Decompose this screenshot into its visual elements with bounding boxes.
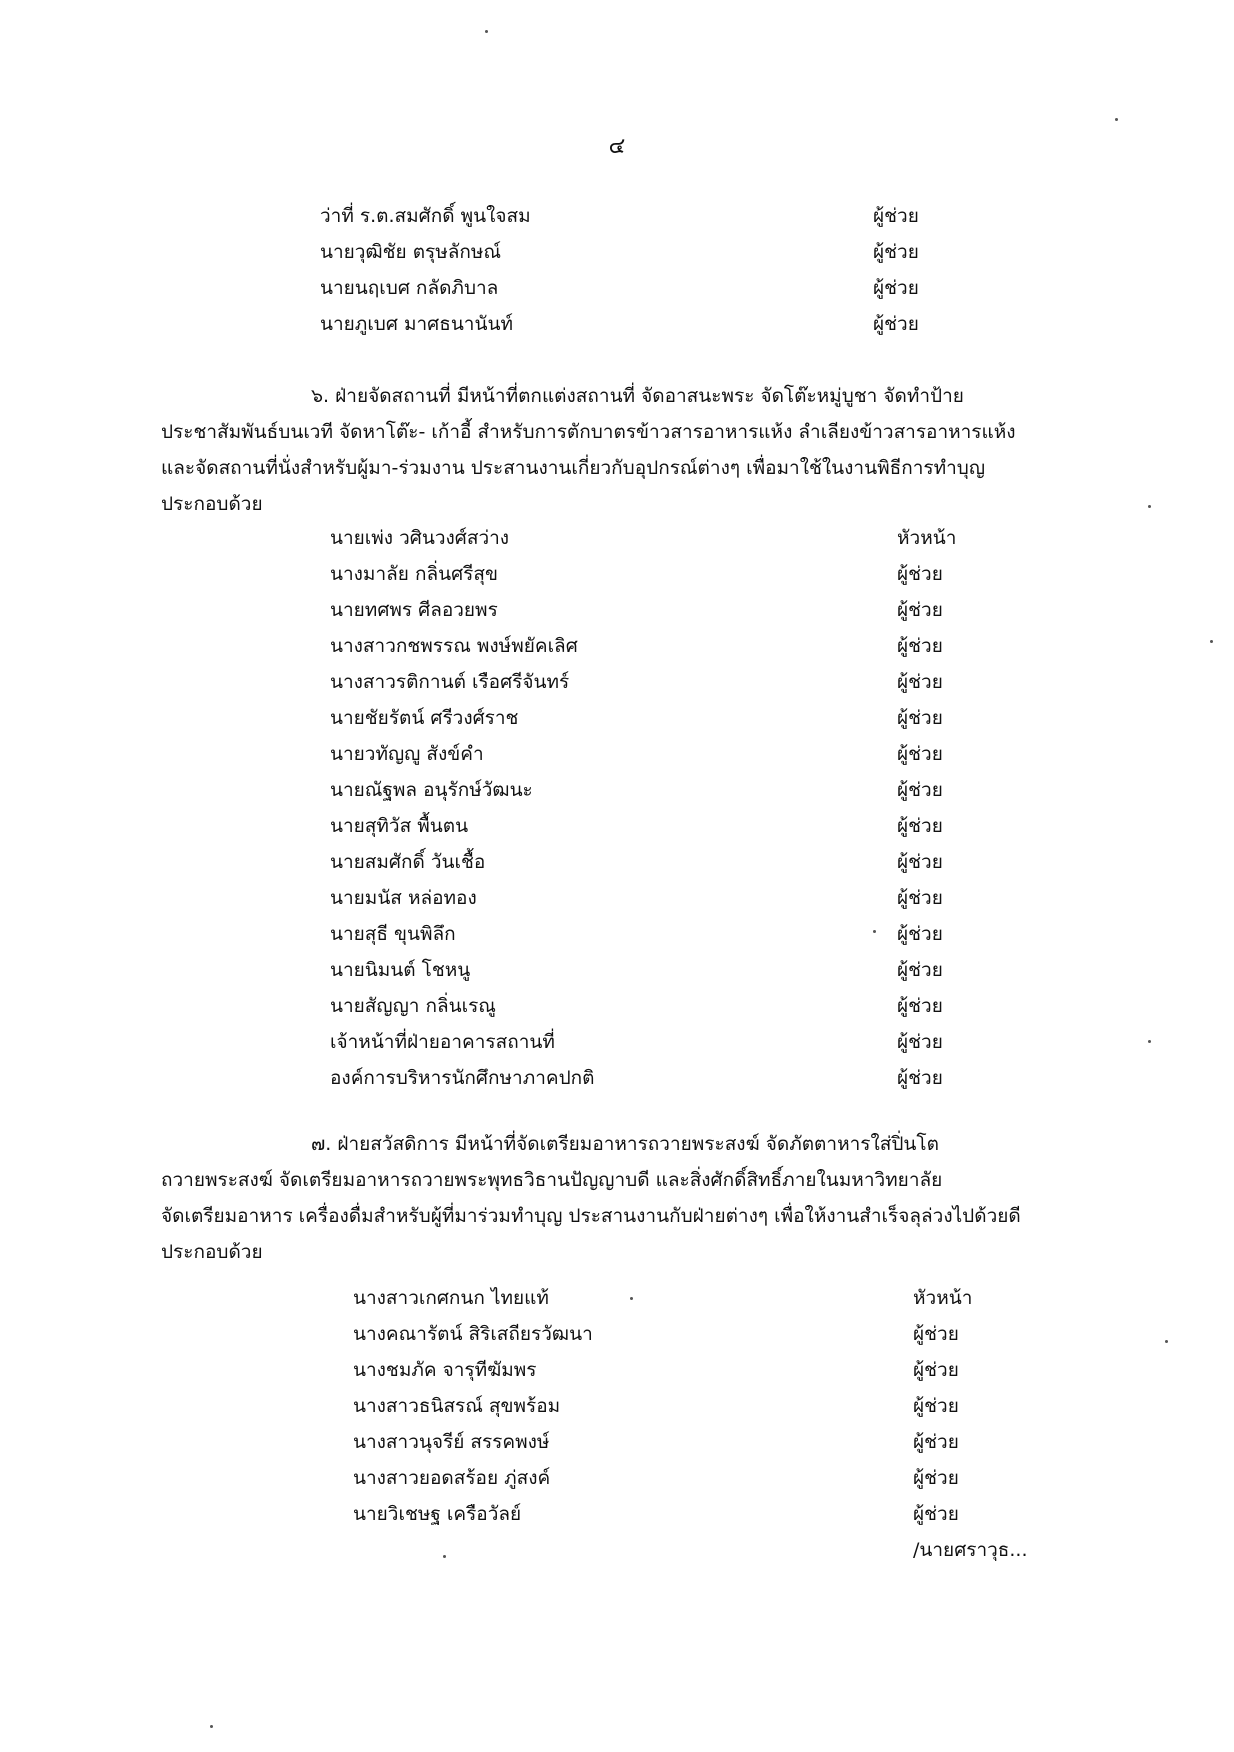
member-name: นายภูเบศ มาศธนานันท์ [320,313,513,335]
section7-line: ประกอบด้วย [161,1241,263,1263]
scan-speck [1210,640,1213,643]
roster-row [330,520,1030,556]
roster-row [320,234,1020,270]
section7-paragraph [161,1126,1101,1270]
roster-row [330,988,1030,1024]
member-role: ผู้ช่วย [897,959,943,981]
roster-row [330,700,1030,736]
member-name: นายมนัส หล่อทอง [330,887,477,909]
member-role: หัวหน้า [897,527,957,549]
member-role: ผู้ช่วย [897,851,943,873]
roster-row [330,1060,1030,1096]
member-name: นายเพ่ง วศินวงศ์สว่าง [330,527,510,549]
member-role: ผู้ช่วย [913,1359,959,1381]
section6-line: ๖. ฝ่ายจัดสถานที่ มีหน้าที่ตกแต่งสถานที่ จัดอาสนะพระ จัดโต๊ะหมู่บูชา จัดทำป้าย [311,385,964,407]
member-role: หัวหน้า [913,1287,973,1309]
section6-paragraph [161,378,1101,522]
member-role: ผู้ช่วย [897,707,943,729]
member-role: ผู้ช่วย [897,671,943,693]
member-role: ผู้ช่วย [913,1395,959,1417]
member-role: ผู้ช่วย [873,313,919,335]
member-name: นายนฤเบศ กลัดภิบาล [320,277,499,299]
member-name: นางสาวรติกานต์ เรือศรีจันทร์ [330,671,570,693]
member-name: นายวิเชษฐ เครือวัลย์ [353,1503,522,1525]
member-name: นายณัฐพล อนุรักษ์วัฒนะ [330,779,533,801]
roster-row [320,306,1020,342]
member-name: เจ้าหน้าที่ฝ่ายอาคารสถานที่ [330,1031,555,1053]
section7-line: ๗. ฝ่ายสวัสดิการ มีหน้าที่จัดเตรียมอาหารถวายพระสงฆ์ จัดภัตตาหารใส่ปิ่นโต [311,1133,939,1155]
member-name: นายทศพร ศีลอวยพร [330,599,498,621]
member-name: นางสาวเกศกนก ไทยแท้ [353,1287,549,1309]
member-role: ผู้ช่วย [897,635,943,657]
member-name: นายชัยรัตน์ ศรีวงศ์ราช [330,707,519,729]
continuation-note: /นายศราวุธ... [913,1539,1028,1561]
member-role: ผู้ช่วย [897,563,943,585]
section6-line: และจัดสถานที่นั่งสำหรับผู้มา-ร่วมงาน ประสานงานเกี่ยวกับอุปกรณ์ต่างๆ เพื่อมาใช้ในงานพิธีการทำบุญ [161,457,986,479]
roster-row [353,1460,1053,1496]
roster-row [330,592,1030,628]
member-name: นายนิมนต์ โชหนู [330,959,471,981]
member-name: นายวทัญญู สังข์คำ [330,743,484,765]
member-role: ผู้ช่วย [897,887,943,909]
roster-row [330,628,1030,664]
member-role: ผู้ช่วย [897,923,943,945]
member-name: นางคณารัตน์ สิริเสถียรวัฒนา [353,1323,593,1345]
member-role: ผู้ช่วย [897,599,943,621]
member-role: ผู้ช่วย [873,241,919,263]
member-role: ผู้ช่วย [913,1503,959,1525]
roster-row [353,1352,1053,1388]
roster-row [330,952,1030,988]
member-role: ผู้ช่วย [897,995,943,1017]
roster-row [353,1388,1053,1424]
member-role: ผู้ช่วย [897,743,943,765]
section5-roster [320,198,1020,342]
scan-speck [630,1297,633,1300]
roster-row [330,556,1030,592]
member-role: ผู้ช่วย [897,1031,943,1053]
member-name: นายสุธี ขุนพิลึก [330,923,456,945]
scan-speck [210,1725,213,1728]
member-name: นางมาลัย กลิ่นศรีสุข [330,563,498,585]
member-name: นางสาวยอดสร้อย ภู่สงค์ [353,1467,551,1489]
scan-speck [1148,1040,1151,1043]
roster-row [330,844,1030,880]
section7-line: ถวายพระสงฆ์ จัดเตรียมอาหารถวายพระพุทธวิธานปัญญาบดี และสิ่งศักดิ์สิทธิ์ภายในมหาวิทยาลัย [161,1169,943,1191]
roster-row [353,1496,1053,1532]
scan-speck [1148,505,1151,508]
section6-roster [330,520,1030,1096]
section6-line: ประกอบด้วย [161,493,263,515]
roster-row [330,772,1030,808]
member-name: นายสุทิวัส พื้นตน [330,815,469,837]
member-role: ผู้ช่วย [913,1431,959,1453]
scan-speck [443,1555,446,1558]
member-name: นายสมศักดิ์ วันเชื้อ [330,851,486,873]
scan-speck [873,930,876,933]
member-name: นายสัญญา กลิ่นเรณู [330,995,496,1017]
member-name: นางสาวกชพรรณ พงษ์พยัคเลิศ [330,635,578,657]
member-name: นางสาวนุจรีย์ สรรคพงษ์ [353,1431,550,1453]
member-role: ผู้ช่วย [873,205,919,227]
member-name: ว่าที่ ร.ต.สมศักดิ์ พูนใจสม [320,205,531,227]
section7-roster [353,1280,1053,1532]
member-name: นางสาวธนิสรณ์ สุขพร้อม [353,1395,561,1417]
roster-row [330,916,1030,952]
member-role: ผู้ช่วย [873,277,919,299]
scan-speck [485,30,488,33]
member-name: องค์การบริหารนักศึกษาภาคปกติ [330,1067,595,1089]
roster-row [330,880,1030,916]
section7-line: จัดเตรียมอาหาร เครื่องดื่มสำหรับผู้ที่มาร่วมทำบุญ ประสานงานกับฝ่ายต่างๆ เพื่อให้งานสำเร็จลุล่วงไปด้วยดี [161,1205,1021,1227]
roster-row [320,198,1020,234]
roster-row [353,1280,1053,1316]
roster-row [330,736,1030,772]
member-role: ผู้ช่วย [913,1467,959,1489]
member-role: ผู้ช่วย [897,779,943,801]
roster-row [330,808,1030,844]
section6-line: ประชาสัมพันธ์บนเวที จัดหาโต๊ะ- เก้าอี้ สำหรับการตักบาตรข้าวสารอาหารแห้ง ลำเลียงข้าวสารอาหารแห้ง [161,421,1016,443]
member-role: ผู้ช่วย [913,1323,959,1345]
roster-row [320,270,1020,306]
member-role: ผู้ช่วย [897,1067,943,1089]
roster-row [330,1024,1030,1060]
member-name: นายวุฒิชัย ตรุษลักษณ์ [320,241,502,263]
page-number: ๔ [608,134,626,159]
scan-speck [1165,1340,1168,1343]
member-role: ผู้ช่วย [897,815,943,837]
roster-row [330,664,1030,700]
member-name: นางชมภัค จารุทีฆัมพร [353,1359,537,1381]
roster-row [353,1316,1053,1352]
scan-speck [1115,118,1118,121]
roster-row [353,1424,1053,1460]
